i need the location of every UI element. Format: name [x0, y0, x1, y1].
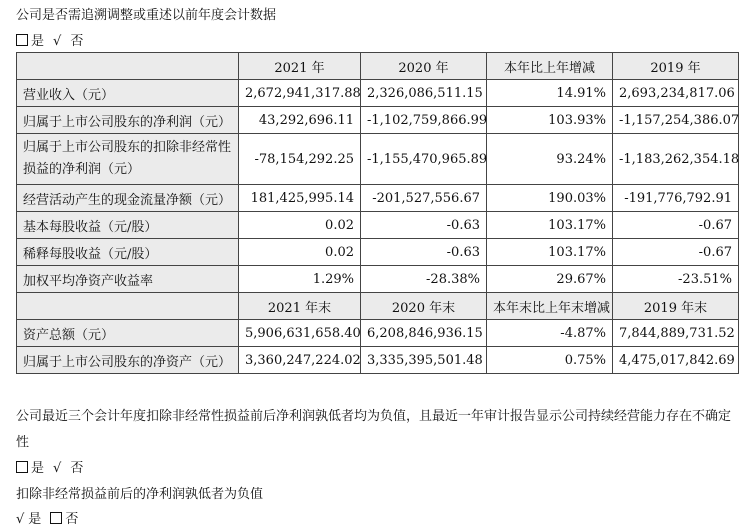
- table-row: [17, 185, 739, 212]
- financial-data-table: [16, 52, 739, 374]
- row-label: 营业收入（元）: [17, 80, 239, 107]
- value-cell: 14.91%: [487, 80, 613, 107]
- header-blank-cell: [17, 53, 239, 80]
- option-no-label: 否: [65, 512, 80, 527]
- value-cell: 1.29%: [239, 266, 361, 293]
- value-cell: -201,527,556.67: [361, 185, 487, 212]
- value-cell: 93.24%: [487, 134, 613, 185]
- value-cell: 103.93%: [487, 107, 613, 134]
- check-mark: √: [53, 34, 63, 49]
- table-header-row: [17, 53, 739, 80]
- value-cell: -0.63: [361, 239, 487, 266]
- value-cell: 103.17%: [487, 212, 613, 239]
- checkbox-yes-empty: [16, 34, 28, 46]
- table-row: [17, 347, 739, 374]
- value-cell: 2,326,086,511.15: [361, 80, 487, 107]
- option-yes-label: 是: [31, 461, 46, 476]
- value-cell: -4.87%: [487, 320, 613, 347]
- value-cell: 190.03%: [487, 185, 613, 212]
- value-cell: 2,693,234,817.06: [613, 80, 739, 107]
- table-row: [17, 134, 739, 185]
- row-label: 资产总额（元）: [17, 320, 239, 347]
- value-cell: 3,360,247,224.02: [239, 347, 361, 374]
- header-cell: 2021 年末: [239, 293, 361, 320]
- check-mark: √: [53, 461, 63, 476]
- value-cell: 29.67%: [487, 266, 613, 293]
- negative-profit-options: [16, 508, 79, 527]
- value-cell: 43,292,696.11: [239, 107, 361, 134]
- value-cell: 103.17%: [487, 239, 613, 266]
- row-label: 基本每股收益（元/股）: [17, 212, 239, 239]
- row-label: 归属于上市公司股东的净利润（元）: [17, 107, 239, 134]
- option-no-label: 否: [70, 34, 85, 49]
- value-cell: 0.75%: [487, 347, 613, 374]
- header-cell: 2020 年末: [361, 293, 487, 320]
- table-row: [17, 107, 739, 134]
- value-cell: -1,183,262,354.18: [613, 134, 739, 185]
- value-cell: -0.63: [361, 212, 487, 239]
- row-label: 归属于上市公司股东的扣除非经常性损益的净利润（元）: [17, 134, 239, 185]
- value-cell: -1,155,470,965.89: [361, 134, 487, 185]
- header-cell: 2019 年: [613, 53, 739, 80]
- restatement-options: [16, 30, 84, 49]
- value-cell: 5,906,631,658.40: [239, 320, 361, 347]
- header-cell: 2020 年: [361, 53, 487, 80]
- row-label: 归属于上市公司股东的净资产（元）: [17, 347, 239, 374]
- value-cell: -23.51%: [613, 266, 739, 293]
- table-row: [17, 212, 739, 239]
- value-cell: -0.67: [613, 212, 739, 239]
- option-yes-label: 是: [28, 512, 43, 527]
- going-concern-options: [16, 457, 84, 476]
- value-cell: 2,672,941,317.88: [239, 80, 361, 107]
- value-cell: 181,425,995.14: [239, 185, 361, 212]
- value-cell: 6,208,846,936.15: [361, 320, 487, 347]
- option-yes-label: 是: [31, 34, 46, 49]
- value-cell: -28.38%: [361, 266, 487, 293]
- table-row: [17, 239, 739, 266]
- value-cell: -191,776,792.91: [613, 185, 739, 212]
- row-label: 加权平均净资产收益率: [17, 266, 239, 293]
- checkbox-no-empty: [50, 512, 62, 524]
- value-cell: 7,844,889,731.52: [613, 320, 739, 347]
- question-restatement: 公司是否需追溯调整或重述以前年度会计数据: [16, 8, 277, 23]
- value-cell: -78,154,292.25: [239, 134, 361, 185]
- checkbox-yes-empty: [16, 461, 28, 473]
- question-negative-profit: 扣除非经常损益前后的净利润孰低者为负值: [16, 487, 264, 502]
- table-header-row: [17, 293, 739, 320]
- value-cell: -0.67: [613, 239, 739, 266]
- row-label: 经营活动产生的现金流量净额（元）: [17, 185, 239, 212]
- value-cell: -1,157,254,386.07: [613, 107, 739, 134]
- option-no-label: 否: [70, 461, 85, 476]
- value-cell: 0.02: [239, 212, 361, 239]
- check-mark: √: [16, 512, 26, 527]
- header-cell: 本年末比上年末增减: [487, 293, 613, 320]
- value-cell: 4,475,017,842.69: [613, 347, 739, 374]
- value-cell: 3,335,395,501.48: [361, 347, 487, 374]
- table-row: [17, 266, 739, 293]
- header-cell: 本年比上年增减: [487, 53, 613, 80]
- value-cell: -1,102,759,866.99: [361, 107, 487, 134]
- table-row: [17, 320, 739, 347]
- row-label: 稀释每股收益（元/股）: [17, 239, 239, 266]
- header-cell: 2019 年末: [613, 293, 739, 320]
- going-concern-note: 公司最近三个会计年度扣除非经常性损益前后净利润孰低者均为负值，且最近一年审计报告显示公司持续经营能力存在不确定性: [16, 409, 732, 450]
- table-row: [17, 80, 739, 107]
- header-cell: 2021 年: [239, 53, 361, 80]
- value-cell: 0.02: [239, 239, 361, 266]
- header-blank-cell: [17, 293, 239, 320]
